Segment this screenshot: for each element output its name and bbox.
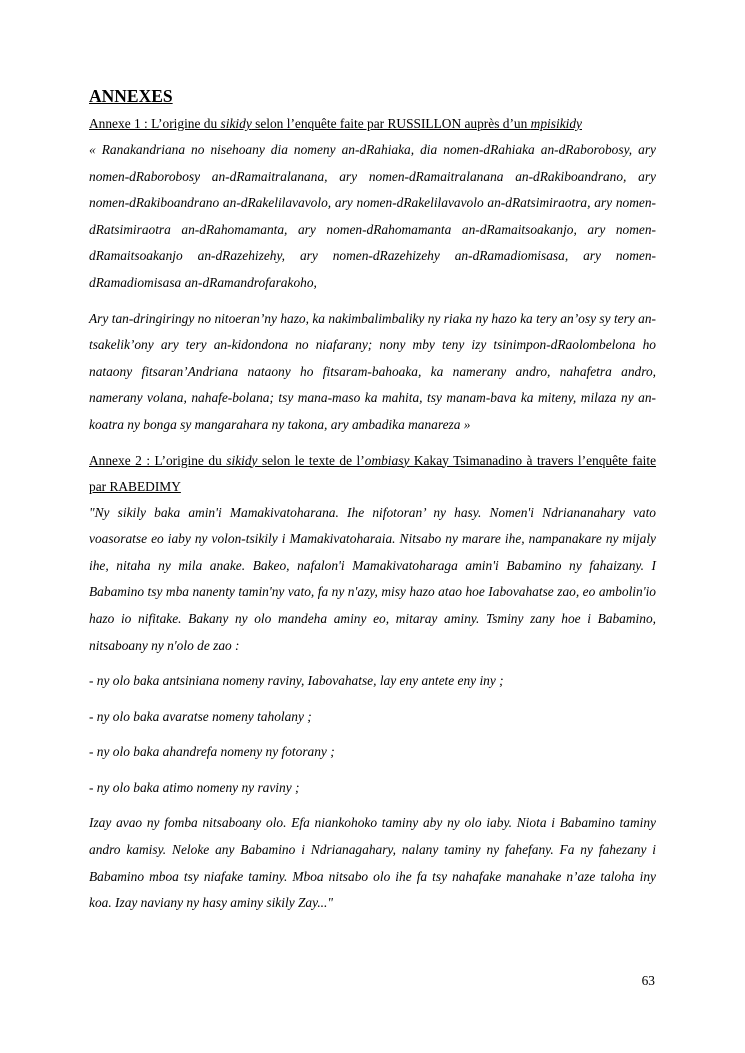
annex-2-heading — [89, 448, 656, 500]
annex-1-paragraph-1: « Ranakandriana no nisehoany dia nomeny an-dRahiaka, dia nomen-dRahiaka an-dRaborobosy, ary nomen-dRaborobosy an-dRamaitralanana, ary nomen-dRamaitralanana an-dRakiboandrano, ary nomen-dRakiboandrano an-dRakelilavavolo, ary nomen-dRakelilavavolo an-dRatsimiraotra, ary nomen-dRatsimiraotra an-dRahomamanta, ary nomen-dRahomamanta an-dRamaitsoakanjo, ary nomen-dRamaitsoakanjo an-dRazehizehy, ary nomen-dRazehizehy an-dRamadiomisasa, ary nomen-dRamadiomisasa an-dRamandrofarakoho, — [89, 142, 656, 290]
list-item: - ny olo baka avaratse nomeny taholany ; — [89, 708, 312, 724]
annex-2-paragraph-2: Izay avao ny fomba nitsaboany olo. Efa niankohoko taminy aby ny olo iaby. Niota i Babamino taminy andro kamisy. Neloke any Babamino i Ndrianagahary, nalany taminy ny fahefany. Fa ny fahezany i Babamino mboa tsy niafake taminy. Mboa nitsabo olo ihe fa tsy nahafake manahake n’aze taloha iny koa. Izay naviany ny hasy aminy sikily Zay..." — [89, 815, 656, 911]
annex-1-heading-text-2: selon l’enquête faite par RUSSILLON auprès d’un — [251, 116, 531, 131]
annex-2-paragraph-1: "Ny sikily baka amin'i Mamakivatoharana. Ihe nifotoran’ ny hasy. Nomen'i Ndriananahary vato voasoratse eo iaby ny volon-tsikily i Mamakivatoharaia. Nitsabo ny marare ihe, nampanakare ny mijaly ihe, nitaha ny mila anake. Bakeo, nafalon'i Mamakivatoharaga amin'i Babamino ny fahaizany. I Babamino tsy mba nanenty tamin'ny vato, fa ny n'azy, misy hazo atao hoe Iabovahatse zao, eo ambolin'io hazo io nifitake. Bakany ny olo mandeha aminy eo, mitaray aminy. Tsminy zany hoe i Babamino, nitsaboany ny n'olo de zao : — [89, 504, 656, 653]
annex-2-heading-term: sikidy — [226, 452, 258, 468]
list-item: - ny olo baka antsiniana nomeny raviny, Iabovahatse, lay eny antete eny iny ; — [89, 673, 504, 689]
annex-2-heading-text-3: Kakay Tsimanadino à travers l’enquête faite par RABEDIMY — [89, 452, 657, 494]
list-item: - ny olo baka atimo nomeny ny raviny ; — [89, 779, 300, 795]
page-title: ANNEXES — [89, 86, 173, 106]
annex-2-heading-term-2: ombiasy — [364, 452, 410, 468]
annex-1-heading-term-2: mpisikidy — [530, 116, 582, 131]
annex-2-heading-text-2: selon le texte de l’ — [257, 452, 365, 468]
annex-1-paragraph-2: Ary tan-dringiringy no nitoeran’ny hazo, ka nakimbalimbaliky ny riaka ny hazo ka tery an’osy sy tery an-tsakelik’ony ary tery an-kidondona no niafarany; nony mby teny izy tsinimpon-dRaolombelona ho nataony fitsaran’Andriana nataony ho fitsaram-bahoaka, ka namerany andro, nahafetra andro, namerany volana, nahafe-bolana; tsy mana-maso ka mahita, tsy manam-bava ka miteny, milaza ny an-koatra ny bonga sy mangarahara ny takona, ary ambadika manareza » — [89, 310, 656, 432]
list-item: - ny olo baka ahandrefa nomeny ny fotorany ; — [89, 744, 335, 760]
annex-1-heading-term: sikidy — [220, 116, 252, 131]
page-number: 63 — [641, 973, 655, 988]
document-page — [89, 85, 656, 917]
annex-1-heading — [89, 111, 656, 137]
annex-1-heading-text: Annexe 1 : L’origine du — [89, 116, 221, 131]
annex-2-heading-text: Annexe 2 : L’origine du — [89, 452, 227, 468]
